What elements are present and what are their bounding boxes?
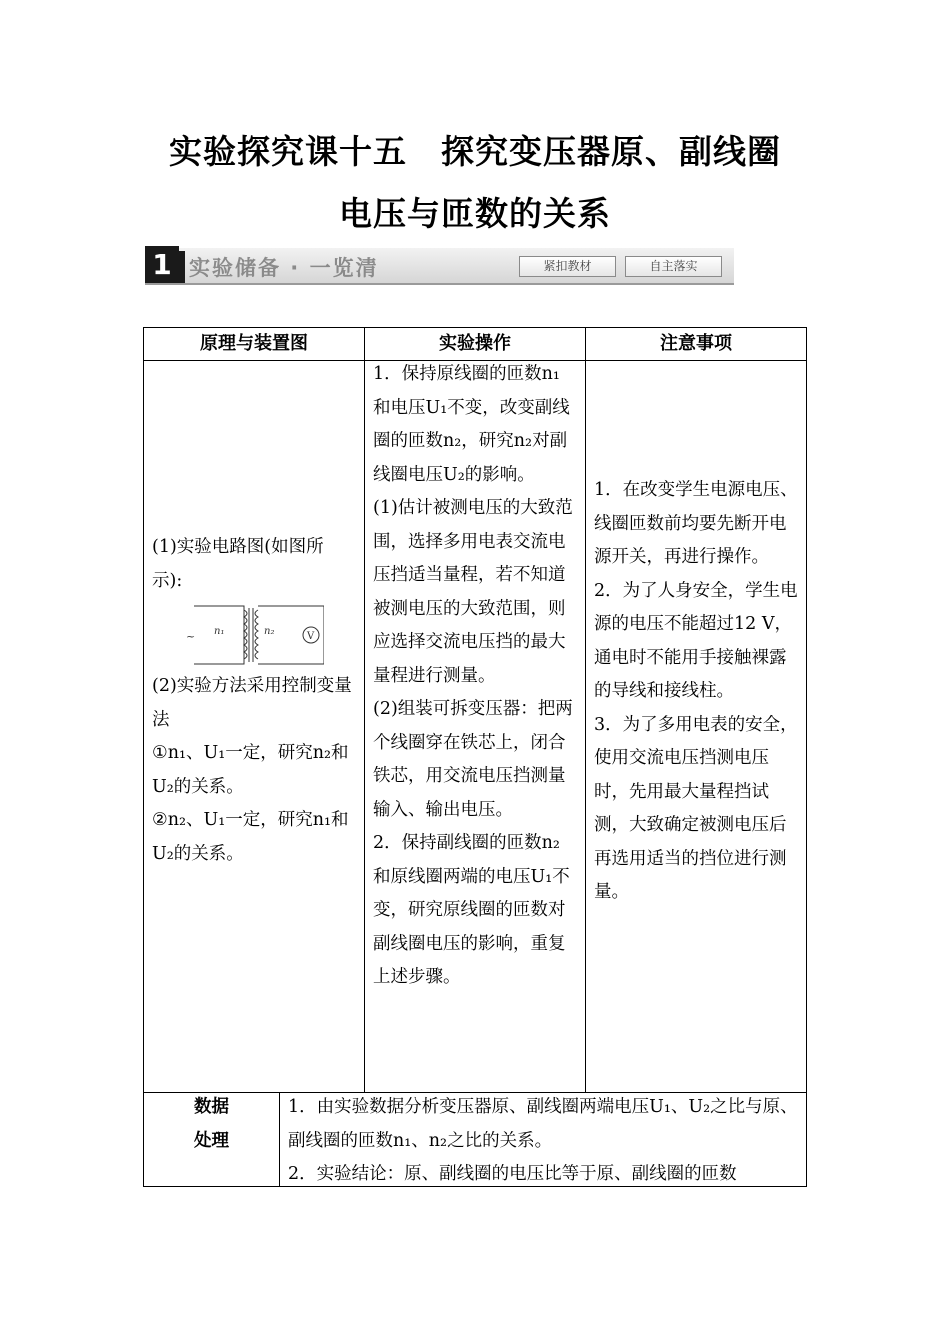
data-label-line1: 数据 (194, 1097, 229, 1117)
operation-step: (2)组装可拆变压器：把两个线圈穿在铁芯上，闭合铁芯，用交流电压挡测量输入、输出电压。 (373, 699, 573, 820)
note-item: 2．为了人身安全，学生电源的电压不能超过12 V，通电时不能用手接触裸露的导线和接线柱。 (594, 580, 798, 701)
page-title-line2: 电压与匝数的关系 (339, 194, 611, 233)
tag-self-study: 自主落实 (625, 256, 722, 277)
ac-source-symbol: ~ (186, 630, 196, 643)
table-col-divider-2 (585, 327, 586, 1093)
primary-coil-label: n₁ (214, 626, 225, 637)
note-item: 1．在改变学生电源电压、线圈匝数前均要先断开电源开关，再进行操作。 (594, 480, 798, 567)
header-operation: 实验操作 (439, 333, 511, 354)
data-processing-label (144, 1091, 279, 1158)
operation-step: (1)估计被测电压的大致范围，选择多用电表交流电压挡适当量程，若不知道被测电压的大致范围，则应选择交流电压挡的最大量程进行测量。 (373, 498, 573, 686)
data-label-line2: 处理 (194, 1130, 229, 1151)
principle-item: (1)实验电路图(如图所示): (152, 537, 324, 591)
table-border-bottom (143, 1186, 807, 1187)
note-item: 3．为了多用电表的安全，使用交流电压挡测电压时，先用最大量程挡试测，大致确定被测电压后再选用适当的挡位进行测量。 (594, 714, 798, 902)
principle-item: ①n₁、U₁一定，研究n₂和U₂的关系。 (152, 743, 349, 797)
tag-textbook: 紧扣教材 (519, 256, 616, 277)
header-notes: 注意事项 (660, 333, 732, 354)
page-title: 实验探究课十五 探究变压器原、副线圈 (169, 132, 781, 171)
operation-step: 2．保持副线圈的匝数n₂和原线圈两端的电压U₁不变，研究原线圈的匝数对副线圈电压的影响，重复上述步骤。 (373, 833, 570, 987)
notes-cell (594, 474, 798, 910)
table-border-right (806, 327, 807, 1187)
secondary-coil-label: n₂ (264, 626, 275, 637)
header-principle: 原理与装置图 (200, 333, 308, 354)
data-item: 2．实验结论：原、副线圈的电压比等于原、副线圈的匝数 (288, 1164, 737, 1184)
table-border-left (143, 327, 144, 1187)
principle-item: (2)实验方法采用控制变量法 (152, 676, 352, 730)
transformer-circuit-diagram (184, 602, 324, 668)
data-item: 1．由实验数据分析变压器原、副线圈两端电压U₁、U₂之比与原、副线圈的匝数n₁、n₂之比的关系。 (288, 1097, 798, 1151)
principle-cell (152, 531, 352, 871)
table-data-col-divider (279, 1092, 280, 1187)
principle-item: ②n₂、U₁一定，研究n₁和U₂的关系。 (152, 810, 349, 864)
operation-step: 1．保持原线圈的匝数n₁和电压U₁不变，改变副线圈的匝数n₂，研究n₂对副线圈电压U₂的影响。 (373, 364, 570, 485)
operation-cell (373, 358, 577, 995)
section-heading: 实验储备 · 一览清 (189, 256, 379, 280)
data-processing-content (288, 1091, 798, 1186)
section-banner (145, 248, 734, 285)
voltmeter-label: V (307, 631, 315, 642)
section-number-badge: 1 (145, 246, 179, 283)
table-col-divider-1 (364, 327, 365, 1093)
